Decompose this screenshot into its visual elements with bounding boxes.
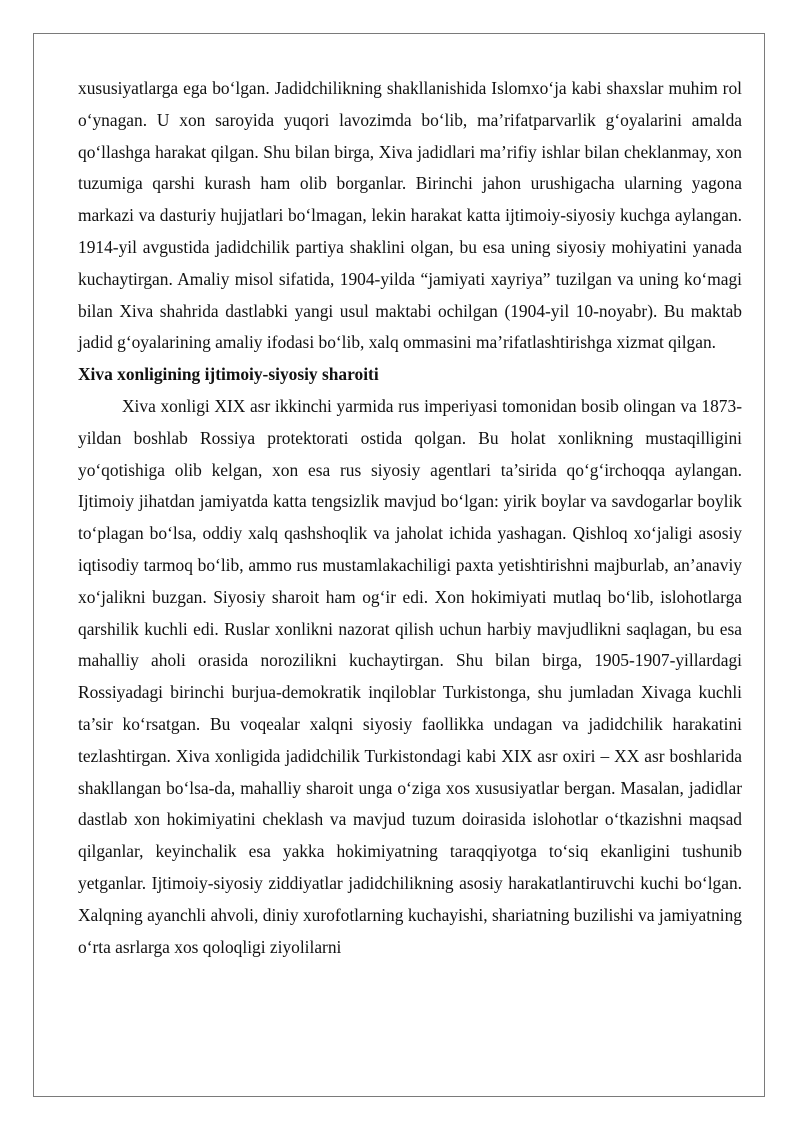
paragraph-body: Xiva xonligi XIX asr ikkinchi yarmida rus imperiyasi tomonidan bosib olingan va 1873-yildan boshlab Rossiya protektorati ostida qolgan. Bu holat xonlikning mustaqilligini yo‘qotishiga olib kelgan, xon esa rus siyosiy agentlari ta’sirida qo‘g‘irchoqqa aylangan. Ijtimoiy jihatdan jamiyatda katta tengsizlik mavjud bo‘lgan: yirik boylar va savdogarlar boylik to‘plagan bo‘lsa, oddiy xalq qashshoqlik va jaholat ichida yashagan. Qishloq xo‘jaligi asosiy iqtisodiy tarmoq bo‘lib, ammo rus mustamlakachiligi paxta yetishtirishni majburlab, an’anaviy xo‘jalikni buzgan. Siyosiy sharoit ham og‘ir edi. Xon hokimiyati mutlaq bo‘lib, islohotlarga qarshilik kuchli edi. Ruslar xonlikni nazorat qilish uchun harbiy mavjudlikni saqlagan, bu esa mahalliy aholi orasida norozilikni kuchaytirgan. Shu bilan birga, 1905-1907-yillardagi Rossiyadagi birinchi burjua-demokratik inqiloblar Turkistonga, shu jumladan Xivaga kuchli ta’sir ko‘rsatgan. Bu voqealar xalqni siyosiy faollikka undagan va jadidchilik harakatini tezlashtirgan. Xiva xonligida jadidchilik Turkistondagi kabi XIX asr oxiri – XX asr boshlarida shakllangan bo‘lsa-da, mahalliy sharoit unga o‘ziga xos xususiyatlar bergan. Masalan, jadidlar dastlab xon hokimiyatini cheklash va mavjud tuzum doirasida islohotlar o‘tkazishni maqsad qilganlar, keyinchalik esa yakka hokimiyatning taraqqiyotga to‘siq ekanligini tushunib yetganlar. Ijtimoiy-siyosiy ziddiyatlar jadidchilikning asosiy harakatlantiruvchi kuchi bo‘lgan. Xalqning ayanchli ahvoli, diniy xurofotlarning kuchayishi, shariatning buzilishi va jamiyatning o‘rta asrlarga xos qoloqligi ziyolilarni: [78, 395, 742, 957]
section-heading: Xiva xonligining ijtimoiy-siyosiy sharoiti: [78, 364, 379, 385]
paragraph-continuation: xususiyatlarga ega bo‘lgan. Jadidchilikning shakllanishida Islomxo‘ja kabi shaxslar muhim rol o‘ynagan. U xon saroyida yuqori lavozimda bo‘lib, ma’rifatparvarlik g‘oyalarini amalda qo‘llashga harakat qilgan. Shu bilan birga, Xiva jadidlari ma’rifiy ishlar bilan cheklanmay, xon tuzumiga qarshi kurash ham olib borganlar. Birinchi jahon urushigacha ularning yagona markazi va dasturiy hujjatlari bo‘lmagan, lekin harakat katta ijtimoiy-siyosiy kuchga aylangan. 1914-yil avgustida jadidchilik partiya shaklini olgan, bu esa uning siyosiy mohiyatini yanada kuchaytirgan. Amaliy misol sifatida, 1904-yilda “jamiyati xayriya” tuzilgan va uning ko‘magi bilan Xiva shahrida dastlabki yangi usul maktabi ochilgan (1904-yil 10-noyabr). Bu maktab jadid g‘oyalarining amaliy ifodasi bo‘lib, xalq ommasini ma’rifatlashtirishga xizmat qilgan.: [78, 78, 742, 353]
document-body: [78, 73, 742, 963]
